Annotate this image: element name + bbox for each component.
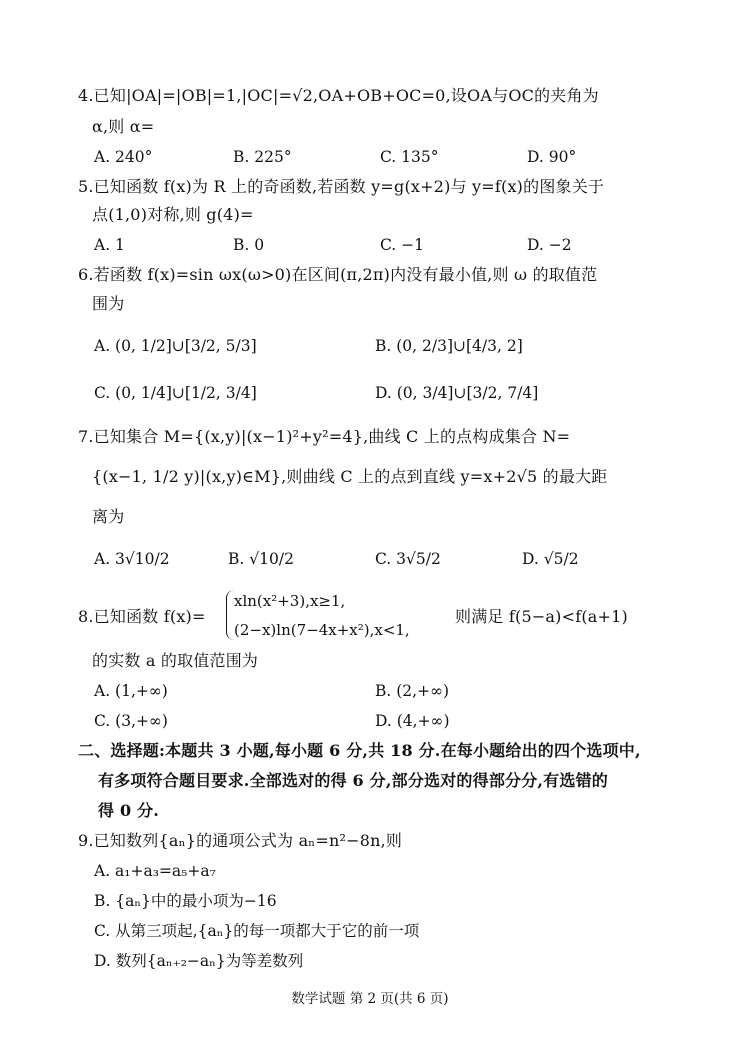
section2-header-line1: 二、选择题:本题共 3 小题,每小题 6 分,共 18 分.在每小题给出的四个选项中, xyxy=(78,741,641,760)
q6-option-b: B. (0, 2/3]∪[4/3, 2] xyxy=(375,337,523,355)
q8-case1: xln(x²+3),x≥1, xyxy=(234,592,346,610)
q8-stem-suffix: 则满足 f(5−a)<f(a+1) xyxy=(455,607,628,626)
q4-option-b: B. 225° xyxy=(233,148,292,166)
q5-stem-line1: 5.已知函数 f(x)为 R 上的奇函数,若函数 y=g(x+2)与 y=f(x)的图象关于 xyxy=(78,177,605,196)
q9-option-c: C. 从第三项起,{aₙ}的每一项都大于它的前一项 xyxy=(94,922,420,940)
q9-stem-line1: 9.已知数列{aₙ}的通项公式为 aₙ=n²−8n,则 xyxy=(78,831,403,850)
q5-option-b: B. 0 xyxy=(233,236,265,254)
page-footer: 数学试题 第 2 页(共 6 页) xyxy=(291,991,449,1007)
q9-option-b: B. {aₙ}中的最小项为−16 xyxy=(94,892,277,910)
q8-option-a: A. (1,+∞) xyxy=(94,682,168,700)
q8-option-d: D. (4,+∞) xyxy=(375,712,450,730)
q7-stem-line1: 7.已知集合 M={(x,y)|(x−1)²+y²=4},曲线 C 上的点构成集合 N= xyxy=(78,427,571,446)
q4-option-d: D. 90° xyxy=(527,148,577,166)
q5-option-a: A. 1 xyxy=(94,236,125,254)
q6-option-c: C. (0, 1/4]∪[1/2, 3/4] xyxy=(94,384,257,402)
q7-stem-line2: {(x−1, 1/2 y)|(x,y)∈M},则曲线 C 上的点到直线 y=x+2√5 的最大距 xyxy=(92,467,608,486)
section2-header-line2: 有多项符合题目要求.全部选对的得 6 分,部分选对的得部分分,有选错的 xyxy=(98,771,608,790)
q5-option-c: C. −1 xyxy=(380,236,425,254)
q9-option-a: A. a₁+a₃=a₅+a₇ xyxy=(94,862,216,880)
q8-case2: (2−x)ln(7−4x+x²),x<1, xyxy=(234,621,410,639)
q6-option-a: A. (0, 1/2]∪[3/2, 5/3] xyxy=(94,337,257,355)
section2-header-line3: 得 0 分. xyxy=(98,801,160,820)
q7-option-d: D. √5/2 xyxy=(522,550,579,568)
q7-stem-line3: 离为 xyxy=(92,507,125,526)
q8-option-b: B. (2,+∞) xyxy=(375,682,450,700)
q6-stem-line2: 围为 xyxy=(92,294,125,313)
q7-option-c: C. 3√5/2 xyxy=(375,550,441,568)
q8-option-c: C. (3,+∞) xyxy=(94,712,168,730)
q6-option-d: D. (0, 3/4]∪[3/2, 7/4] xyxy=(375,384,539,402)
q7-option-a: A. 3√10/2 xyxy=(94,550,170,568)
q7-option-b: B. √10/2 xyxy=(228,550,294,568)
q4-option-a: A. 240° xyxy=(94,148,153,166)
q4-stem-line2: α,则 α= xyxy=(92,117,155,136)
q5-option-d: D. −2 xyxy=(527,236,572,254)
q4-stem-line1: 4.已知|OA|=|OB|=1,|OC|=√2,OA+OB+OC=0,设OA与OC的夹角为 xyxy=(78,86,599,105)
q6-stem-line1: 6.若函数 f(x)=sin ωx(ω>0)在区间(π,2π)内没有最小值,则 ω 的取值范 xyxy=(78,265,598,284)
q8-stem-prefix: 8.已知函数 f(x)= xyxy=(78,607,206,626)
q4-option-c: C. 135° xyxy=(380,148,439,166)
q8-stem-line2: 的实数 a 的取值范围为 xyxy=(92,651,259,670)
q5-stem-line2: 点(1,0)对称,则 g(4)= xyxy=(92,205,254,224)
q9-option-d: D. 数列{aₙ₊₂−aₙ}为等差数列 xyxy=(94,952,304,970)
